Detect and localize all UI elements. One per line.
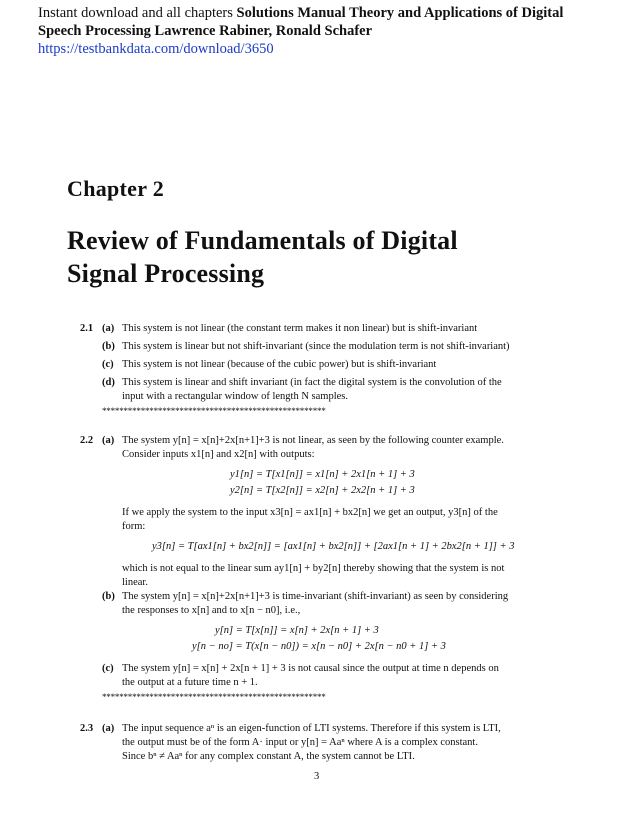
equation: y1[n] = T[x1[n]] = x1[n] + 2x1[n + 1] + 3 xyxy=(230,469,415,480)
part-label: (d) xyxy=(102,377,115,388)
part-text: the output at a future time n + 1. xyxy=(122,677,258,688)
chapter-title xyxy=(67,224,587,290)
part-text: The system y[n] = x[n] + 2x[n + 1] + 3 is not causal since the output at time n depends on xyxy=(122,663,499,674)
part-label: (a) xyxy=(102,723,115,734)
part-text: linear. xyxy=(122,577,148,588)
part-text: The system y[n] = x[n]+2x[n+1]+3 is not linear, as seen by the following counter example. xyxy=(122,435,504,446)
part-label: (a) xyxy=(102,323,115,334)
part-label: (c) xyxy=(102,359,114,370)
equation: y[n] = T[x[n]] = x[n] + 2x[n + 1] + 3 xyxy=(215,625,379,636)
part-text: The input sequence aⁿ is an eigen-function of LTI systems. Therefore if this system is LTI, xyxy=(122,723,501,734)
title-line-2: Signal Processing xyxy=(67,259,265,288)
part-text: form: xyxy=(122,521,146,532)
separator-stars: **************************************************** xyxy=(102,406,326,416)
download-link[interactable]: https://testbankdata.com/download/3650 xyxy=(38,41,274,57)
part-text: This system is linear and shift invariant (in fact the digital system is the convolution of the xyxy=(122,377,502,388)
part-text: input with a rectangular window of length N samples. xyxy=(122,391,348,402)
part-text: Consider inputs x1[n] and x2[n] with outputs: xyxy=(122,449,315,460)
part-text: the responses to x[n] and to x[n − n0], i.e., xyxy=(122,605,301,616)
part-text: the output must be of the form A· input or y[n] = Aaⁿ where A is a complex constant. xyxy=(122,737,478,748)
problem-number: 2.2 xyxy=(80,435,94,446)
part-text: This system is not linear (because of the cubic power) but is shift-invariant xyxy=(122,359,437,370)
equation: y2[n] = T[x2[n]] = x2[n] + 2x2[n + 1] + 3 xyxy=(230,485,415,496)
part-text: This system is linear but not shift-invariant (since the modulation term is not shift-invariant) xyxy=(122,341,510,352)
problem-number: 2.1 xyxy=(80,323,94,334)
part-label: (b) xyxy=(102,591,115,602)
equation: y3[n] = T[ax1[n] + bx2[n]] = [ax1[n] + bx2[n]] + [2ax1[n + 1] + 2bx2[n + 1]] + 3 xyxy=(152,541,515,552)
part-label: (a) xyxy=(102,435,115,446)
part-text: If we apply the system to the input x3[n] = ax1[n] + bx2[n] we get an output, y3[n] of the xyxy=(122,507,498,518)
equation: y[n − no] = T(x[n − n0]) = x[n − n0] + 2x[n − n0 + 1] + 3 xyxy=(192,641,446,652)
page-number: 3 xyxy=(314,771,320,782)
separator-stars: **************************************************** xyxy=(102,692,326,702)
problem-number: 2.3 xyxy=(80,723,94,734)
part-text: Since bⁿ ≠ Aaⁿ for any complex constant A, the system cannot be LTI. xyxy=(122,751,415,762)
header-prefix: Instant download and all chapters xyxy=(38,5,237,21)
header-book-title: Solutions Manual Theory and Applications of Digital Speech Processing Lawrence Rabiner, Ronald Schafer xyxy=(38,5,564,39)
chapter-label: Chapter 2 xyxy=(67,176,165,201)
title-line-1: Review of Fundamentals of Digital xyxy=(67,226,458,255)
part-text: This system is not linear (the constant term makes it non linear) but is shift-invariant xyxy=(122,323,478,334)
part-text: which is not equal to the linear sum ay1[n] + by2[n] thereby showing that the system is not xyxy=(122,563,505,574)
part-text: The system y[n] = x[n]+2x[n+1]+3 is time-invariant (shift-invariant) as seen by considering xyxy=(122,591,509,602)
part-label: (c) xyxy=(102,663,114,674)
download-header xyxy=(38,4,598,58)
part-label: (b) xyxy=(102,341,115,352)
